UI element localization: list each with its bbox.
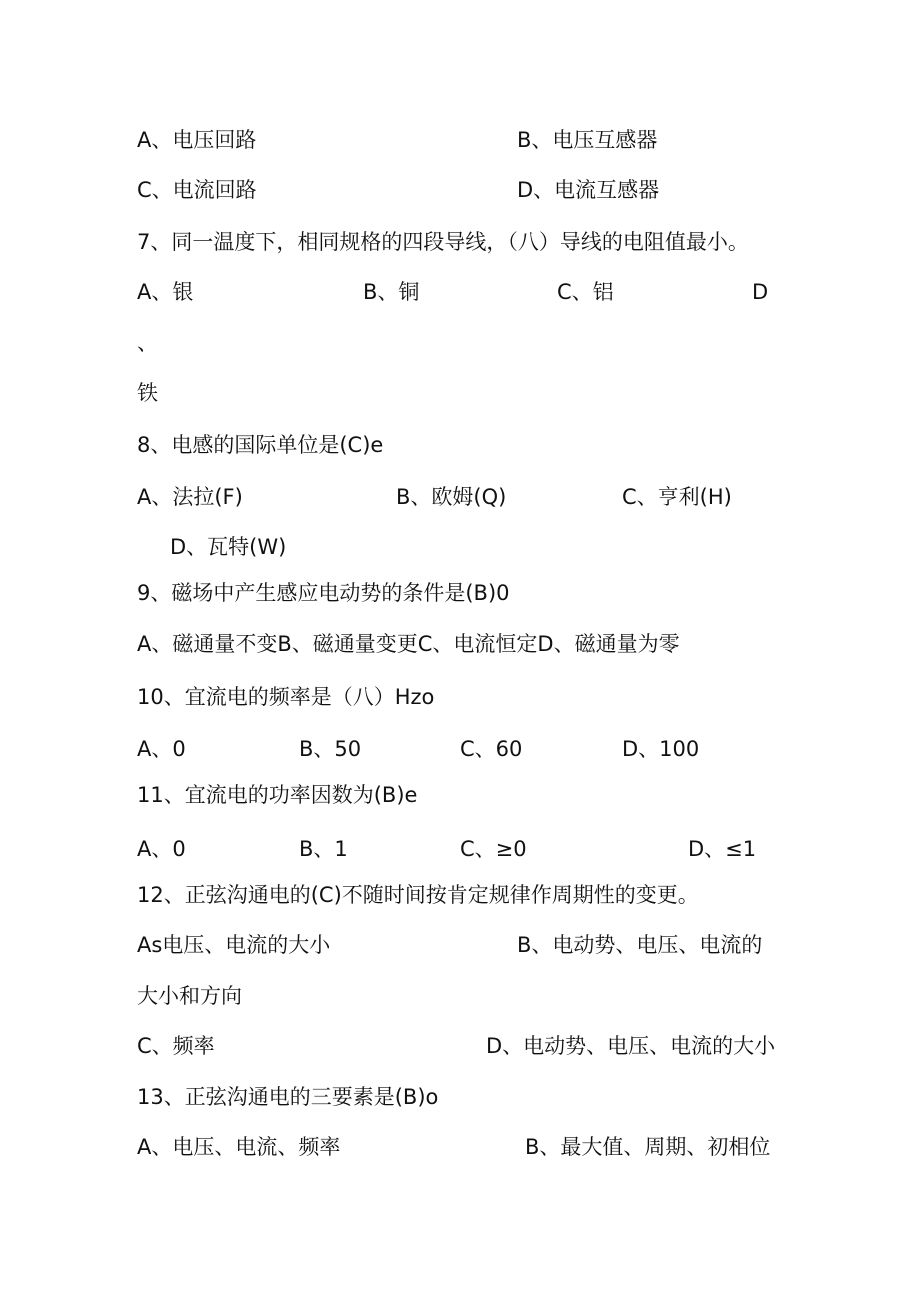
question-10: 10、宜流电的频率是（八）Hzo bbox=[137, 685, 435, 709]
q7-option-b: B、铜 bbox=[363, 280, 420, 304]
q11-option-a: A、0 bbox=[137, 837, 186, 861]
q10-option-d: D、100 bbox=[622, 737, 700, 761]
question-11: 11、宜流电的功率因数为(B)e bbox=[137, 783, 418, 807]
q11-option-b: B、1 bbox=[299, 837, 348, 861]
q7-option-c: C、铝 bbox=[557, 280, 614, 304]
q12-option-a: As电压、电流的大小 bbox=[137, 933, 331, 957]
q7-option-d-separator: 、 bbox=[137, 331, 158, 355]
question-12: 12、正弦沟通电的(C)不随时间按肯定规律作周期性的变更。 bbox=[137, 883, 699, 907]
q12-option-b-continued: 大小和方向 bbox=[137, 984, 242, 1008]
option-c: C、电流回路 bbox=[137, 178, 257, 202]
q8-option-a: A、法拉(F) bbox=[137, 485, 243, 509]
q10-option-b: B、50 bbox=[299, 737, 362, 761]
q7-option-a: A、银 bbox=[137, 280, 194, 304]
q11-option-c: C、≥0 bbox=[460, 837, 527, 861]
question-8: 8、电感的国际单位是(C)e bbox=[137, 433, 384, 457]
q9-options: A、磁通量不变B、磁通量变更C、电流恒定D、磁通量为零 bbox=[137, 632, 680, 656]
q10-option-a: A、0 bbox=[137, 737, 186, 761]
option-b: B、电压互感器 bbox=[517, 128, 658, 152]
q8-option-b: B、欧姆(Q) bbox=[396, 485, 507, 509]
option-d: D、电流互感器 bbox=[517, 178, 660, 202]
q7-option-d: D bbox=[752, 280, 769, 304]
q13-option-a: A、电压、电流、频率 bbox=[137, 1135, 341, 1159]
question-7: 7、同一温度下，相同规格的四段导线，（八）导线的电阻值最小。 bbox=[137, 230, 749, 254]
q12-option-c: C、频率 bbox=[137, 1034, 215, 1058]
q12-option-b: B、电动势、电压、电流的 bbox=[517, 933, 763, 957]
q11-option-d: D、≤1 bbox=[688, 837, 757, 861]
q10-option-c: C、60 bbox=[460, 737, 523, 761]
question-13: 13、正弦沟通电的三要素是(B)o bbox=[137, 1085, 439, 1109]
q8-option-d: D、瓦特(W) bbox=[170, 535, 287, 559]
q12-option-d: D、电动势、电压、电流的大小 bbox=[486, 1034, 776, 1058]
q7-option-d-text: 铁 bbox=[137, 381, 158, 405]
q8-option-c: C、亨利(H) bbox=[622, 485, 732, 509]
option-a: A、电压回路 bbox=[137, 128, 257, 152]
question-9: 9、磁场中产生感应电动势的条件是(B)0 bbox=[137, 581, 510, 605]
q13-option-b: B、最大值、周期、初相位 bbox=[525, 1135, 771, 1159]
